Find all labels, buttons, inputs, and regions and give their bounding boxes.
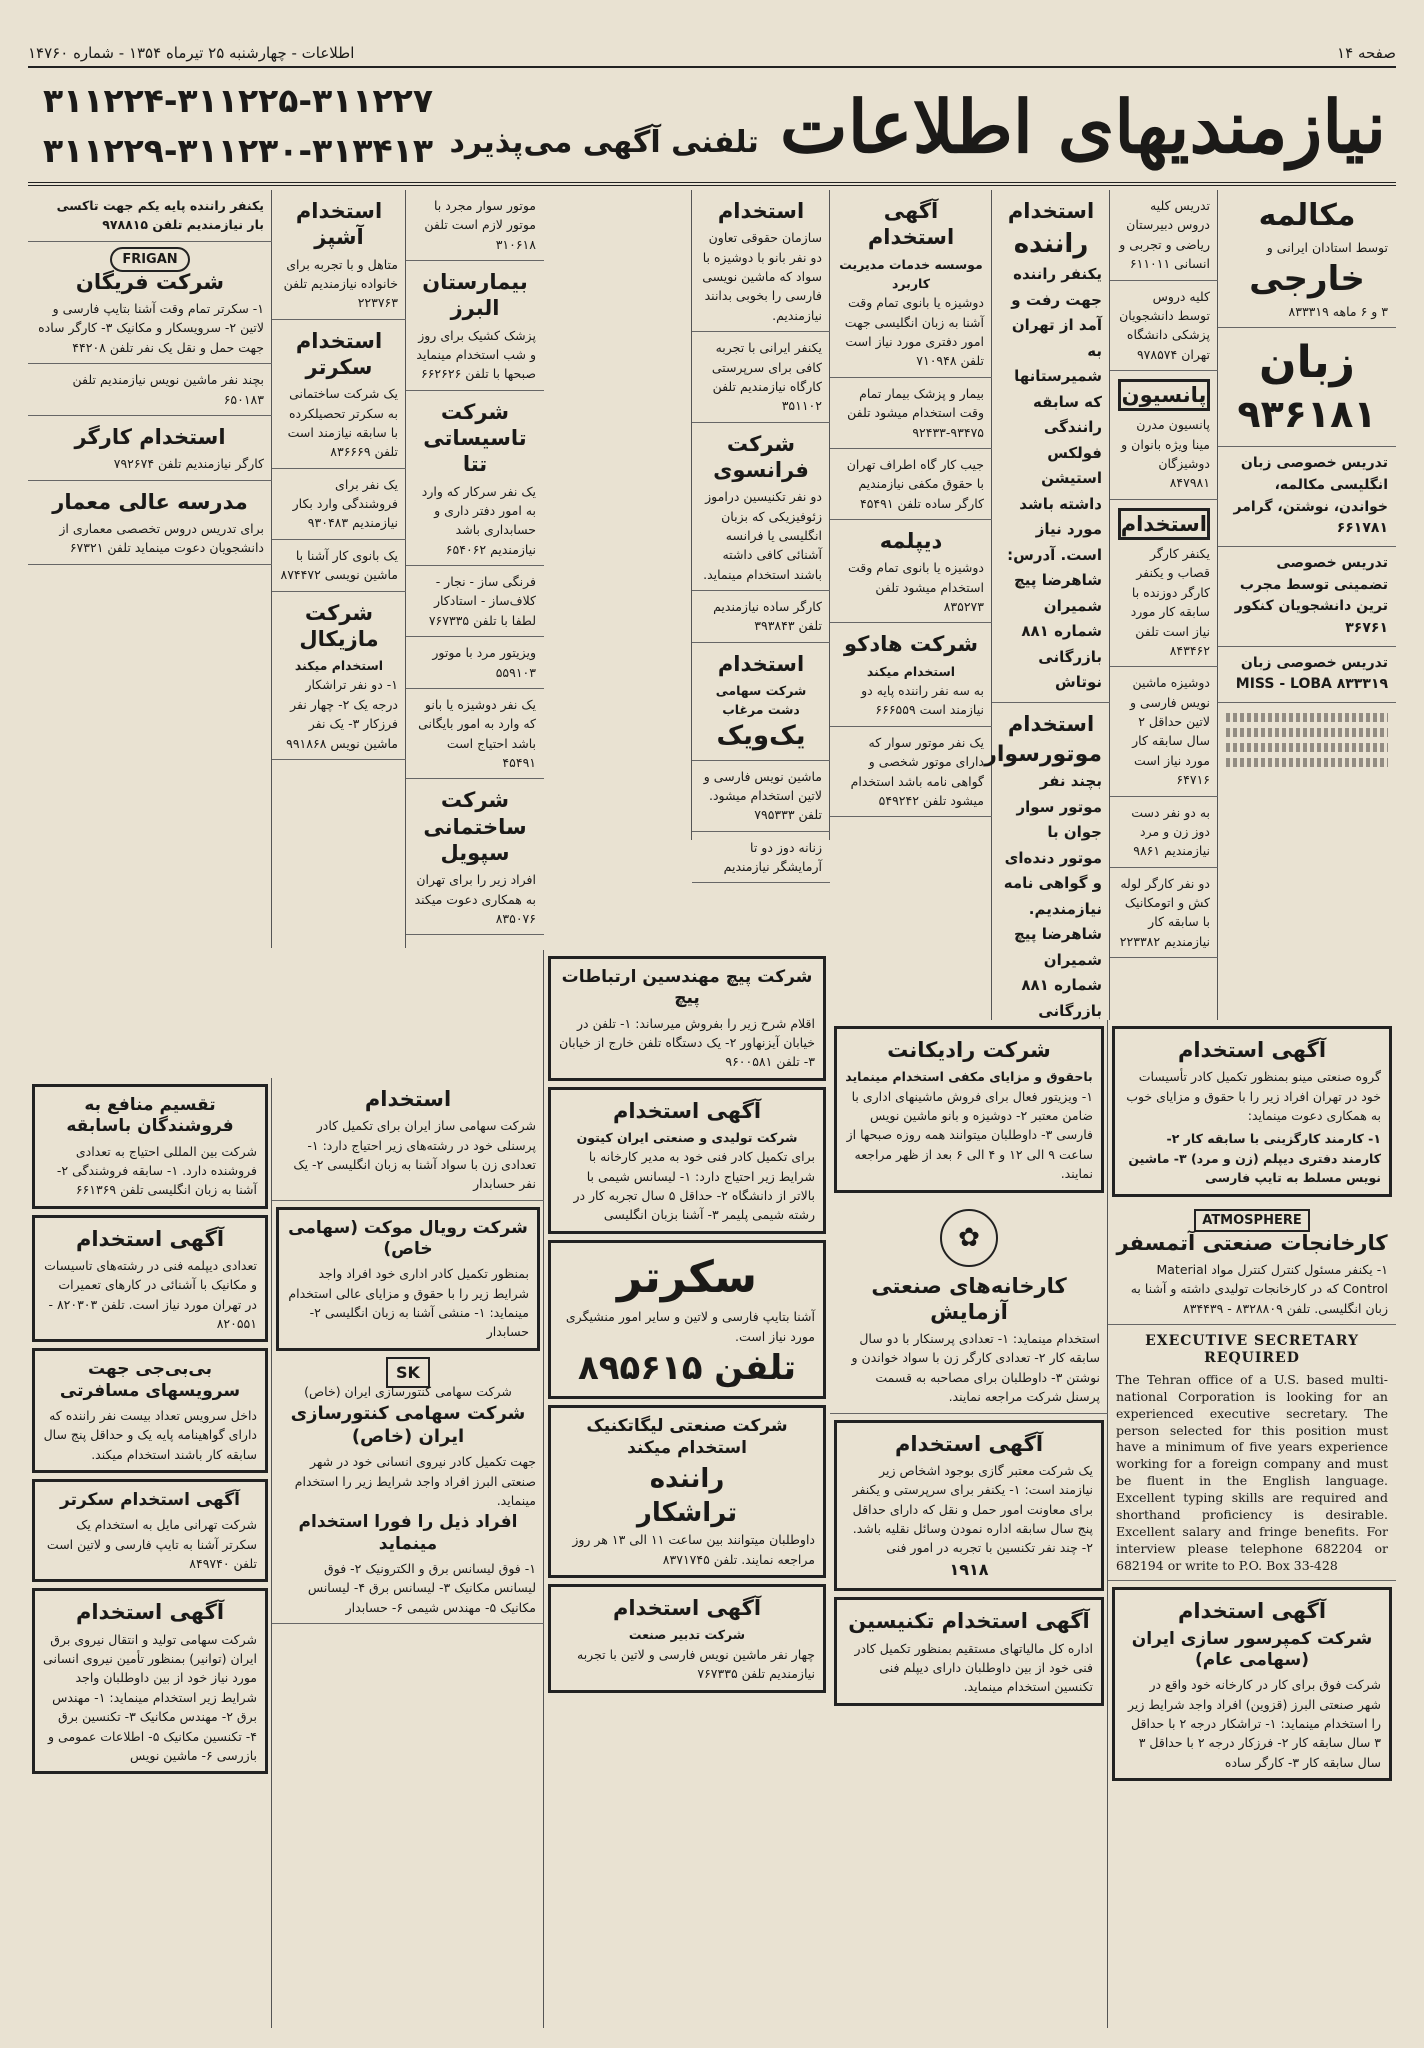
ad-text: موتور سوار مجرد با موتور لازم است تلفن ۳۱۰۶۱۸ — [424, 198, 536, 252]
ad-title: آگهی استخدام — [1177, 1038, 1327, 1062]
ad-text: به دو نفر دست دوز زن و مرد نیازمندیم ۹۸۶۱ — [1131, 804, 1210, 859]
ad-text: کارگر نیازمندیم تلفن ۷۹۲۶۷۴ — [113, 456, 264, 472]
ad-typist — [1110, 667, 1218, 796]
phones-line-1: ۳۱۱۲۲۴-۳۱۱۲۲۵-۳۱۱۲۲۷ — [43, 81, 433, 120]
ad-nurse — [830, 378, 992, 449]
ad-title: شرکت پیچ مهندسین ارتباطات پیچ — [561, 967, 813, 1009]
ad-salesperson — [272, 469, 406, 540]
ad-text: سازمان حقوقی تعاون دو نفر بانو با دوشیزه با سواد که ماشین نویسی فارسی را بخوبی بدانند نیازمندیم. — [702, 230, 822, 323]
ad-list-title: افراد ذیل را فورا استخدام مینماید — [298, 1512, 518, 1554]
column-6 — [405, 190, 544, 948]
ad-text: جهت تکمیل کادر نیروی انسانی خود در شهر صنعتی البرز افراد واجد شرایط زیر را استخدام مینماید. — [294, 1454, 536, 1508]
ad-taavon — [692, 190, 830, 332]
ad-title: آگهی استخدام تکنیسین — [848, 1609, 1090, 1634]
ad-subtitle: باحقوق و مزایای مکفی استخدام مینماید — [845, 1069, 1093, 1085]
ad-butcher — [1110, 500, 1218, 668]
ad-text: The Tehran office of a U.S. based multi-national Corporation is looking for an experienced executive secretary. The person selected for this position must have a minimum of five years experience working for a foreign company and must be fluent in the English language. Excellent typing skills are required and shorthand proficiency is desirable. Excellent salary and fringe benefits. For interview please telephone 682204 or 682194 or write to P.O. Box 33-428 — [1116, 1371, 1388, 1573]
ad-text: برای تدریس دروس تخصصی معماری از دانشجویان دعوت مینماید تلفن ۶۷۳۲۱ — [59, 520, 264, 556]
ad-dasht-morghab — [692, 643, 830, 761]
ad-subtitle: توسط استادان ایرانی و — [1266, 240, 1388, 255]
ad-text: متاهل و با تجربه برای خانواده نیازمندیم تلفن ۲۲۳۷۶۳ — [283, 256, 398, 311]
ad-cook — [272, 190, 406, 320]
phones-line-2: ۳۱۱۲۲۹-۳۱۱۲۳۰-۳۱۳۴۱۳ — [43, 131, 433, 170]
ad-hadco — [830, 623, 992, 726]
ad-big-text: زبان — [1259, 336, 1355, 388]
ad-phone: ۹۳۶۱۸۱ — [1237, 391, 1377, 436]
ad-title: شرکت رویال موکت (سهامی خاص) — [288, 1217, 528, 1259]
ad-title: شرکت فرانسوی — [713, 431, 809, 482]
ad-latin-typist — [692, 761, 830, 832]
ad-text: شرکت بین المللی احتیاج به تعدادی فروشنده دارد. ۱- سابقه فروشندگی ۲- آشنا به زبان انگلیسی تلفن ۶۶۱۳۶۹ — [56, 1143, 257, 1198]
ad-azmayesh — [830, 1199, 1108, 1414]
azmayesh-logo-icon: ✿ — [940, 1209, 998, 1267]
ad-tavanir — [32, 1588, 268, 1774]
ad-title: شرکت مازیکال — [299, 600, 379, 651]
ad-french-company — [692, 423, 830, 591]
ad-title: شرکت صنعتی لیگاتکنیک استخدام میکند — [586, 1416, 788, 1458]
masthead-subtitle: تلفنی آگهی می‌پذیرد — [449, 124, 759, 160]
ad-title: EXECUTIVE SECRETARY REQUIRED — [1145, 1332, 1359, 1367]
ad-secretary-hire — [32, 1479, 268, 1582]
ad-gas-company — [834, 1420, 1104, 1592]
ad-tadbir-sanat — [548, 1584, 826, 1692]
ad-visitor — [406, 637, 544, 689]
ad-text: زنانه دوز دو تا آرمایشگر نیازمندیم — [723, 839, 822, 875]
ad-text: بیمار و پزشک بیمار تمام وقت استخدام میشود تلفن ۹۳۴۷۵-۹۲۴۳۳ — [847, 385, 984, 440]
ad-text: بمنظور تکمیل کادر اداری خود افراد واجد شرایط زیر را با حقوق و مزایای عالی استخدام مینماید: ۱- منشی آشنا به زبان انگلیسی ۲- حسابدار — [288, 1266, 529, 1340]
ad-miss-loba — [1218, 647, 1396, 703]
ad-compressor — [1112, 1587, 1392, 1781]
ad-list: ۱- فوق لیسانس برق و الکترونیک ۲- فوق لیسانس مکانیک ۳- لیسانس برق ۴- لیسانس مکانیک ۵- مهندس شیمی ۶- حسابدار — [307, 1560, 536, 1615]
ad-text: آشنا بتایپ فارسی و لاتین و سایر امور منشیگری مورد نیاز است. — [565, 1309, 815, 1344]
ad-title: دیپلمه — [879, 529, 943, 553]
ad-phone: تلفن ۸۹۵۶۱۵ — [577, 1348, 797, 1389]
ad-title: مکالمه — [1258, 198, 1356, 233]
ad-text: ۱- سکرتر تمام وقت آشنا بتایپ فارسی و لاتین ۲- سرویسکار و مکانیک ۳- کارگر ساده جهت حمل و نقل یک نفر تلفن ۴۴۲۰۸ — [38, 301, 264, 355]
ad-motor-courier — [830, 727, 992, 818]
ad-text: اداره کل مالیاتهای مستقیم بمنظور تکمیل کادر فنی خود از بین داوطلبان دارای دیپلم فنی تکنسین استخدام مینماید. — [854, 1640, 1093, 1695]
page-header-line — [28, 40, 1396, 68]
ad-executive-secretary — [1108, 1325, 1396, 1582]
ad-profit-sharing — [32, 1084, 268, 1209]
ad-big-text: راننده — [1013, 229, 1089, 260]
ad-sakht-iran — [272, 1078, 544, 1201]
ad-text: یکنفر راننده پایه یکم جهت تاکسی بار نیازمندیم تلفن ۹۷۸۸۱۵ — [56, 198, 264, 233]
ad-text: پزشک کشیک برای روز و شب استخدام مینماید صبحها با تلفن ۶۶۲۶۲۶ — [416, 327, 536, 382]
ad-text: ماشین نویس فارسی و لاتین استخدام میشود. تلفن ۷۹۵۳۳۳ — [703, 768, 822, 823]
ad-title: استخدام — [717, 651, 805, 676]
ad-title: کارخانجات صنعتی آتمسفر — [1116, 1230, 1388, 1255]
ad-text: یک نفر موتور سوار که دارای موتور شخصی و گواهی نامه باشد استخدام میشود تلفن ۵۴۹۲۴۲ — [850, 734, 984, 808]
ad-royal-moquette — [276, 1207, 540, 1351]
ad-text: ۱- یکنفر مسئول کنترل کنترل مواد Material Control که در کارخانجات تولیدی داشته و آشنا به زبان انگلیسی. تلفن ۸۳۲۸۸۰۹ - ۸۳۴۴۳۹ — [1130, 1261, 1388, 1316]
ad-title: کارخانه‌های صنعتی آزمایش — [871, 1273, 1067, 1324]
ad-text: ویزیتور مرد با موتور ۵۵۹۱۰۳ — [432, 645, 536, 680]
ad-title: آگهی استخدام — [612, 1596, 762, 1621]
frigan-logo: FRIGAN — [110, 247, 189, 272]
ad-text: افراد زیر را برای تهران به همکاری دعوت میکند ۸۳۵۰۷۶ — [414, 872, 536, 926]
lower-right-column — [1107, 1020, 1396, 2028]
ad-big-text: یک‌ویک — [716, 720, 806, 751]
ad-title: شرکت تاسیساتی تتا — [423, 399, 527, 477]
ad-text: یک نفر برای فروشندگی وارد بکار نیازمندیم ۹۳۰۴۸۳ — [292, 476, 398, 531]
ad-carpenter — [406, 566, 544, 637]
ad-text: پانسیون مدرن مینا ویژه بانوان و دوشیزگان ۸۴۷۹۸۱ — [1121, 417, 1210, 491]
ad-title: آگهی استخدام — [612, 1098, 762, 1123]
masthead — [28, 70, 1396, 186]
ad-title: آگهی استخدام سکرتر — [60, 1490, 240, 1510]
ad-title: بی‌بی‌جی جهت سرویسهای مسافرتی — [59, 1359, 241, 1401]
ad-text: جیب کار گاه اطراف تهران با حقوق مکفی نیازمندیم کارگر ساده تلفن ۴۵۴۹۱ — [846, 456, 984, 511]
ad-tutoring-all — [1110, 190, 1218, 281]
ad-text: به سه نفر راننده پایه دو نیازمند است ۶۶۶۵۵۹ — [861, 683, 984, 718]
ad-subtitle: موسسه خدمات مدیریت کاربرد — [839, 256, 983, 291]
ad-text: یکنفر ایرانی با تجربه کافی برای سرپرستی کارگاه نیازمندیم تلفن ۳۵۱۱۰۲ — [711, 340, 822, 414]
ad-tata — [406, 391, 544, 566]
ad-text: بچند نفر ماشین نویس نیازمندیم تلفن ۶۵۰۱۸۳ — [72, 372, 264, 407]
ad-text: کلیه دروس توسط دانشجویان پزشکی دانشگاه تهران ۹۷۸۵۷۴ — [1119, 288, 1210, 362]
ad-frigan — [28, 242, 272, 364]
ad-text: یکنفر راننده جهت رفت و آمد از تهران به شمیرستانها که سابقه رانندگی فولکس استیشن داشته باشد مورد نیاز است. آدرس: شاهرضا پیچ شمیران شماره ۸۸۱ بازرگانی نوتاش — [1007, 265, 1102, 692]
ad-text: یک بانوی کار آشنا با ماشین نویسی ۸۷۴۴۷۲ — [280, 547, 398, 583]
ad-text: شرکت سهامی ساز ایران برای تکمیل کادر پرسنلی خود در رشته‌های زیر احتیاج دارد: ۱- تعدادی زن با سواد آشنا به زبان انگلیسی ۲- یک نفر حسابدار — [293, 1118, 536, 1192]
ad-technician — [834, 1597, 1104, 1705]
ad-subtitle: شرکت کمپرسور سازی ایران (سهامی عام) — [1131, 1628, 1373, 1670]
ad-supervisor — [692, 332, 830, 423]
ad-sepavil — [406, 779, 544, 935]
ad-kiton — [548, 1087, 826, 1234]
ad-title: آگهی استخدام — [75, 1226, 225, 1251]
page-label: صفحه ۱۴ — [1337, 44, 1396, 62]
middle-lower-block — [543, 950, 830, 2028]
ad-text: یک نفر دوشیزه یا بانو که وارد به امور بایگانی باشد احتیاج است ۴۵۴۹۱ — [418, 696, 536, 770]
ad-taxi-driver — [28, 190, 272, 242]
masthead-title-block — [448, 84, 1396, 169]
lower-right-block — [830, 1020, 1396, 2028]
ad-text: دو نفر تکنیسین دراموز زئوفیزیکی که بزبان انگلیسی یا فرانسه آشنائی کافی داشته باشند استخدام مینماید. — [703, 489, 822, 582]
ad-big-text: سکرتر — [616, 1251, 758, 1303]
ad-title: شرکت ساختمانی سپویل — [423, 788, 527, 865]
ad-text: دوشیزه ماشین نویس فارسی و لاتین حداقل ۲ سال سابقه کار مورد نیاز است ۶۴۷۱۶ — [1129, 675, 1210, 788]
ad-text: ۱- دو نفر تراشکار درجه یک ۲- چهار نفر فرزکار ۳- یک نفر ماشین نویس ۹۹۱۸۶۸ — [286, 677, 398, 751]
ad-text: برای تکمیل کادر فنی خود به مدیر کارخانه با شرایط زیر احتیاج دارد: ۱- لیسانس شیمی با بالاتر از دانشگاه ۲- حداقل ۵ سال تجربه کار در رشته شیمی پلیمر ۳- آشنا بزبان انگلیسی — [573, 1149, 815, 1223]
ads-columns — [28, 190, 1396, 2028]
ad-motor-single — [406, 190, 544, 261]
ad-title: استخدام — [1118, 508, 1210, 540]
ad-title: شرکت فریگان — [75, 269, 225, 294]
ad-subtitle: استخدام میکند — [866, 663, 956, 679]
ad-text: چهار نفر ماشین نویس فارسی و لاتین با تجربه نیازمندیم تلفن ۷۶۷۳۳۵ — [577, 1646, 815, 1682]
ad-text: دوشیزه یا بانوی تمام وقت استخدام میشود تلفن ۸۳۵۲۷۳ — [847, 560, 984, 614]
ad-title: آگهی استخدام — [867, 199, 955, 250]
ad-plumber — [1110, 868, 1218, 959]
ad-text: شرکت سهامی تولید و انتقال نیروی برق ایران (توانیر) بمنظور تأمین نیروی انسانی مورد نیاز خود از بین داوطلبان واجد شرایط زیر استخدام مینماید: ۱- مهندس برق ۲- مهندس مکانیک ۳- تکنسین برق ۴- تکنسین مکانیک ۵- اطلاعات عمومی و بازرسی ۶- ماشین نویس — [43, 1631, 257, 1763]
small-ads-filler — [1218, 703, 1396, 777]
ad-womens-tailor — [692, 832, 830, 884]
lower-left-middle-block — [271, 1078, 544, 2028]
ad-technical-diploma — [32, 1215, 268, 1343]
ad-text: دوشیزه یا بانوی تمام وقت آشنا به زبان انگلیسی جهت امور دفتری مورد نیاز است تلفن ۷۱۰۹۴۸ — [844, 295, 984, 369]
masthead-title: نیازمندیهای اطلاعات — [779, 83, 1386, 169]
column-5 — [691, 190, 830, 875]
ad-worker-hire — [28, 416, 272, 481]
ad-text: تدریس خصوصی زبان MISS - LOBA ۸۳۳۳۱۹ — [1235, 654, 1388, 693]
ad-title: استخدام — [364, 1087, 452, 1111]
ad-text: گروه صنعتی مینو بمنظور تکمیل کادر تأسیسات خود در تهران افراد زیر را با حقوق و مزایای خوب به همکاری دعوت مینماید: — [1126, 1069, 1381, 1123]
ad-title: تقسیم منافع به فروشندگان باسابقه — [66, 1095, 234, 1137]
ad-title: پانسیون — [1118, 379, 1210, 411]
ad-tailor — [1110, 797, 1218, 868]
ad-karbord — [830, 190, 992, 378]
ad-private-english — [1218, 447, 1396, 547]
ad-text: دو نفر کارگر لوله کش و اتومکانیک با سابقه کار نیازمندیم ۲۲۳۳۸۲ — [1119, 875, 1210, 949]
ad-phone: ۱۹۱۸ — [949, 1559, 989, 1579]
ad-text: شرکت تهرانی مایل به استخدام یک سکرتر آشنا به تایپ فارسی و لاتین است تلفن ۸۴۹۷۴۰ — [46, 1517, 257, 1571]
ad-subtitle: شرکت تدبیر صنعت — [628, 1627, 746, 1643]
ad-pich-engineers — [548, 956, 826, 1081]
ad-workshop — [830, 449, 992, 520]
ad-title: استخدام سکرتر — [295, 328, 383, 379]
ad-title: استخدام — [1007, 199, 1095, 223]
ad-text: ۱- ویزیتور فعال برای فروش ماشینهای اداری با ضامن معتبر ۲- دوشیزه و بانو ماشین نویس فارسی ۳- داوطلبان میتوانند همه روزه صبحها از ساعت ۹ الی ۱۲ و ۴ الی ۶ بعد از ظهر مراجعه نمایند. — [846, 1088, 1093, 1182]
lower-left-block — [28, 1078, 272, 2028]
ad-text: یک نفر سرکار که وارد به امور دفتر داری و حسابداری باشد نیازمندیم ۶۵۴۰۶۲ — [421, 483, 536, 557]
ad-title: بیمارستان البرز — [422, 270, 528, 321]
ad-big-text: خارجی — [1249, 259, 1365, 300]
ad-subtitle: شرکت سهامی دشت مرغاب — [715, 683, 807, 718]
ad-items: ۱- کارمند کارگزینی با سابقه کار ۲- کارمند دفتری دیپلم (زن و مرد) ۳- ماشین نویس مسلط به تایپ فارسی — [1128, 1131, 1381, 1186]
ad-text: یک شرکت معتبر گازی بوجود اشخاص زیر نیازمند است: ۱- یکنفر برای سرپرستی و یکنفر برای معاونت امور حمل و نقل که دارای حداقل پنج سال سابقه اداره نمودن وسائل نقلیه باشد. ۲- چند نفر تکنسین با تجربه در امور فنی — [852, 1462, 1093, 1556]
ad-text: تدریس خصوصی زبان انگلیسی مکالمه، خواندن، نوشتن، گرامر ۶۶۱۷۸۱ — [1233, 455, 1388, 537]
ad-mazical — [272, 592, 406, 760]
ad-archive — [406, 689, 544, 780]
ad-title: استخدام — [1007, 711, 1095, 736]
ad-text: شرکت فوق برای کار در کارخانه خود واقع در شهر صنعتی البرز (قزوین) افراد واجد شرایط زیر را استخدام مینماید: ۱- تراشکار درجه ۲ با حداقل ۳ سال سابقه کار ۲- فرزکار درجه ۲ با حداقل ۳ سال سابقه کار ۳- کارگر ساده — [1128, 1677, 1381, 1770]
ad-language — [1218, 328, 1396, 447]
ad-text: تعدادی دیپلمه فنی در رشته‌های تاسیسات و مکانیک با آشنائی در کارهای تعمیرات در تهران مورد نیاز است. تلفن ۸۲۰۳۰۳ - ۸۲۰۵۵۱ — [44, 1257, 257, 1331]
ad-text: یکنفر کارگر قصاب و یکنفر کارگر دوزنده با سابقه کار مورد نیاز است تلفن ۸۴۳۴۶۲ — [1130, 546, 1210, 658]
ad-role-2: تراشکار — [636, 1497, 738, 1528]
ad-lady-typist — [272, 540, 406, 592]
ad-title: آگهی استخدام — [894, 1431, 1044, 1456]
ad-tutoring-medical — [1110, 281, 1218, 372]
ad-motorcyclist — [984, 703, 1110, 1057]
column-4 — [829, 190, 992, 840]
ad-text: بچند نفر موتور سوار جوان با موتور دنده‌ای و گواهی نامه نیازمندیم. شاهرضا پیچ شمیران شماره ۸۸۱ بازرگانی — [1003, 772, 1102, 1020]
ad-diploma — [830, 520, 992, 623]
ad-travel-service — [32, 1348, 268, 1473]
ad-title: استخدام کارگر — [74, 424, 226, 449]
ad-text: تدریس کلیه دروس دبیرستان ریاضی و تجربی و انسانی ۶۱۱۰۱۱ — [1119, 198, 1210, 272]
ad-title: استخدام آشپز — [295, 199, 383, 250]
column-8 — [28, 190, 272, 948]
ad-secretary-big — [548, 1240, 826, 1400]
ad-secretary-construction — [272, 320, 406, 469]
lower-middle-column — [830, 1020, 1108, 2028]
ad-ligatechnik — [548, 1405, 826, 1578]
masthead-phones — [28, 76, 448, 176]
ad-text: کارگر ساده نیازمندیم تلفن ۳۹۳۸۴۳ — [713, 599, 822, 634]
ad-text: یک شرکت ساختمانی به سکرتر تحصیلکرده با سابقه نیازمند است تلفن ۸۳۶۶۶۹ — [287, 386, 398, 460]
ad-subtitle: شرکت تولیدی و صنعتی ایران کیتون — [576, 1129, 798, 1145]
ad-mino-employment — [1112, 1026, 1392, 1197]
ad-role-1: راننده — [649, 1463, 725, 1494]
ad-title: شرکت سهامی کنتورسازی ایران (خاص) — [290, 1403, 526, 1447]
ad-meter-company — [272, 1357, 544, 1624]
ad-title: مدرسه عالی معمار — [52, 489, 248, 514]
ad-title: آگهی استخدام — [75, 1600, 225, 1625]
ad-big-text: موتورسوار — [984, 741, 1102, 767]
ad-title: استخدام — [717, 199, 805, 223]
ad-simple-worker — [692, 591, 830, 643]
ad-title: شرکت رادیکانت — [887, 1038, 1051, 1062]
ad-typists-needed — [28, 364, 272, 416]
ad-text: ۳ و ۶ ماهه ۸۳۳۳۱۹ — [1288, 303, 1388, 319]
ad-text: تدریس خصوصی تضمینی توسط مجرب ترین دانشجویان کنکور ۳۶۷۶۱ — [1234, 554, 1388, 637]
issue-info: اطلاعات - چهارشنبه ۲۵ تیرماه ۱۳۵۴ - شماره ۱۴۷۶۰ — [28, 44, 355, 62]
ad-title: شرکت هادکو — [843, 632, 979, 657]
ad-text: فرنگی ساز - نجار - کلاف‌ساز - استادکار لطفا با تلفن ۷۶۷۳۳۵ — [428, 574, 536, 628]
atmosphere-logo: ATMOSPHERE — [1194, 1209, 1309, 1232]
ad-subtitle: استخدام میکند — [294, 658, 384, 673]
ad-text: اقلام شرح زیر را بفروش میرساند: ۱- تلفن در خیابان آیزنهاور ۲- یک دستگاه تلفن خارج از خیابان ۳- تلفن ۹۶۰۰۵۸۱ — [559, 1015, 815, 1070]
ad-pension — [1110, 371, 1218, 500]
ad-conversation — [1218, 190, 1396, 328]
ad-org: شرکت سهامی کنتورسازی ایران (خاص) — [304, 1383, 512, 1399]
meter-company-logo: SK — [386, 1357, 430, 1388]
ad-architecture-school — [28, 481, 272, 565]
ad-atmosphere — [1108, 1203, 1396, 1325]
ad-text: داوطلبان میتوانند بین ساعت ۱۱ الی ۱۳ هر روز مراجعه نمایند. تلفن ۸۳۷۱۷۴۵ — [572, 1532, 815, 1567]
ad-alborz-hospital — [406, 261, 544, 391]
column-7 — [271, 190, 406, 948]
ad-private-tutoring — [1218, 547, 1396, 647]
ad-radicant — [834, 1026, 1104, 1193]
ad-title: آگهی استخدام — [1177, 1599, 1327, 1624]
ad-text: داخل سرویس تعداد بیست نفر راننده که دارای گواهینامه پایه یک و حداقل پنج سال سابقه کار باشند استخدام میکند. — [43, 1407, 257, 1462]
ad-text: استخدام مینماید: ۱- تعدادی پرسنکار با دو سال سابقه کار ۲- تعدادی کارگر زن با سواد خواندن و نوشتن ۳- داوطلبان برای مصاحبه به قسمت پرسنل شرکت مراجعه نمایند. — [851, 1331, 1100, 1405]
ad-driver — [992, 190, 1110, 703]
